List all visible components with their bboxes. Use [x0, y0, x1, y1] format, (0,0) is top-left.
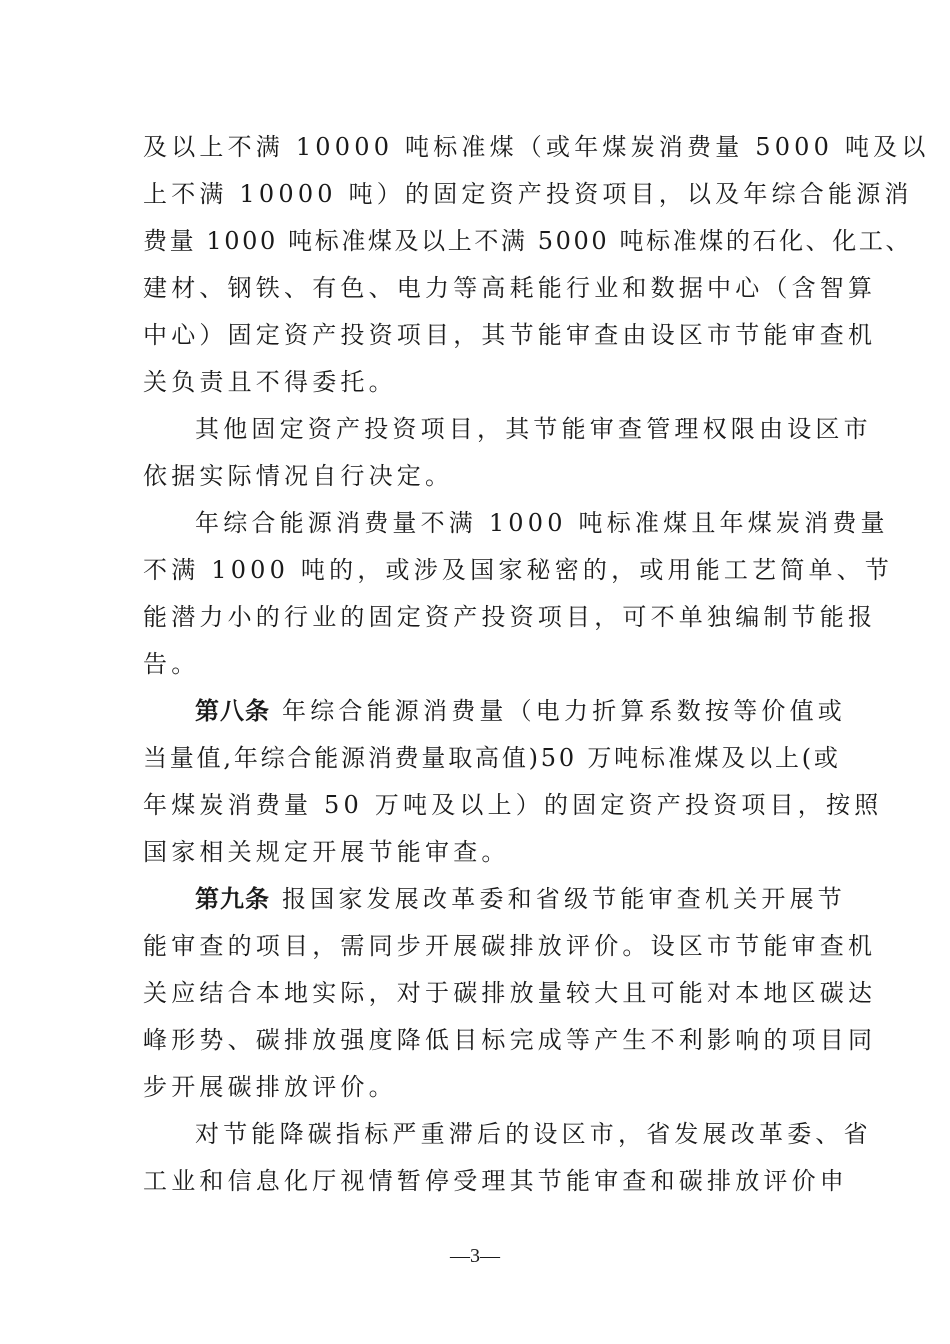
- text-line: 建材、钢铁、有色、电力等高耗能行业和数据中心（含智算: [143, 274, 877, 302]
- text-line: 费量 1000 吨标准煤及以上不满 5000 吨标准煤的石化、化工、: [143, 227, 913, 255]
- text-line: 中心）固定资产投资项目，其节能审查由设区市节能审查机: [143, 321, 877, 349]
- text-run: 年综合能源消费量（电力折算系数按等价值或: [282, 697, 846, 725]
- article-9: [143, 876, 877, 1111]
- text-line: 上不满 10000 吨）的固定资产投资项目，以及年综合能源消: [143, 180, 913, 208]
- article-heading: 第八条: [195, 697, 270, 725]
- text-line: 关负责且不得委托。: [143, 368, 397, 396]
- document-body: [143, 124, 930, 1205]
- text-line: 告。: [143, 650, 200, 678]
- page-number: —3—: [450, 1245, 500, 1267]
- text-line: [143, 876, 846, 923]
- text-line: 关应结合本地实际，对于碳排放量较大且可能对本地区碳达: [143, 979, 877, 1007]
- text-line: 能潜力小的行业的固定资产投资项目，可不单独编制节能报: [143, 603, 877, 631]
- text-line: 不满 1000 吨的，或涉及国家秘密的，或用能工艺简单、节: [143, 556, 894, 584]
- text-line: 步开展碳排放评价。: [143, 1073, 397, 1101]
- text-line: 当量值,年综合能源消费量取高值)50 万吨标准煤及以上(或: [143, 744, 841, 772]
- text-line: 对节能降碳指标严重滞后的设区市，省发展改革委、省: [195, 1120, 872, 1148]
- text-line: 国家相关规定开展节能审查。: [143, 838, 510, 866]
- article-heading: 第九条: [195, 885, 270, 913]
- paragraph: [143, 500, 894, 688]
- paragraph: [143, 406, 872, 500]
- paragraph: [143, 124, 930, 406]
- text-line: [143, 688, 846, 735]
- text-line: 峰形势、碳排放强度降低目标完成等产生不利影响的项目同: [143, 1026, 877, 1054]
- text-line: 依据实际情况自行决定。: [143, 462, 454, 490]
- text-line: 及以上不满 10000 吨标准煤（或年煤炭消费量 5000 吨及以: [143, 133, 930, 161]
- text-line: 年煤炭消费量 50 万吨及以上）的固定资产投资项目，按照: [143, 791, 883, 819]
- text-line: 其他固定资产投资项目，其节能审查管理权限由设区市: [195, 415, 872, 443]
- text-line: 能审查的项目，需同步开展碳排放评价。设区市节能审查机: [143, 932, 877, 960]
- paragraph: [143, 1111, 872, 1205]
- text-run: 报国家发展改革委和省级节能审查机关开展节: [282, 885, 846, 913]
- article-8: [143, 688, 883, 876]
- text-line: 年综合能源消费量不满 1000 吨标准煤且年煤炭消费量: [195, 509, 889, 537]
- text-line: 工业和信息化厅视情暂停受理其节能审查和碳排放评价申: [143, 1167, 848, 1195]
